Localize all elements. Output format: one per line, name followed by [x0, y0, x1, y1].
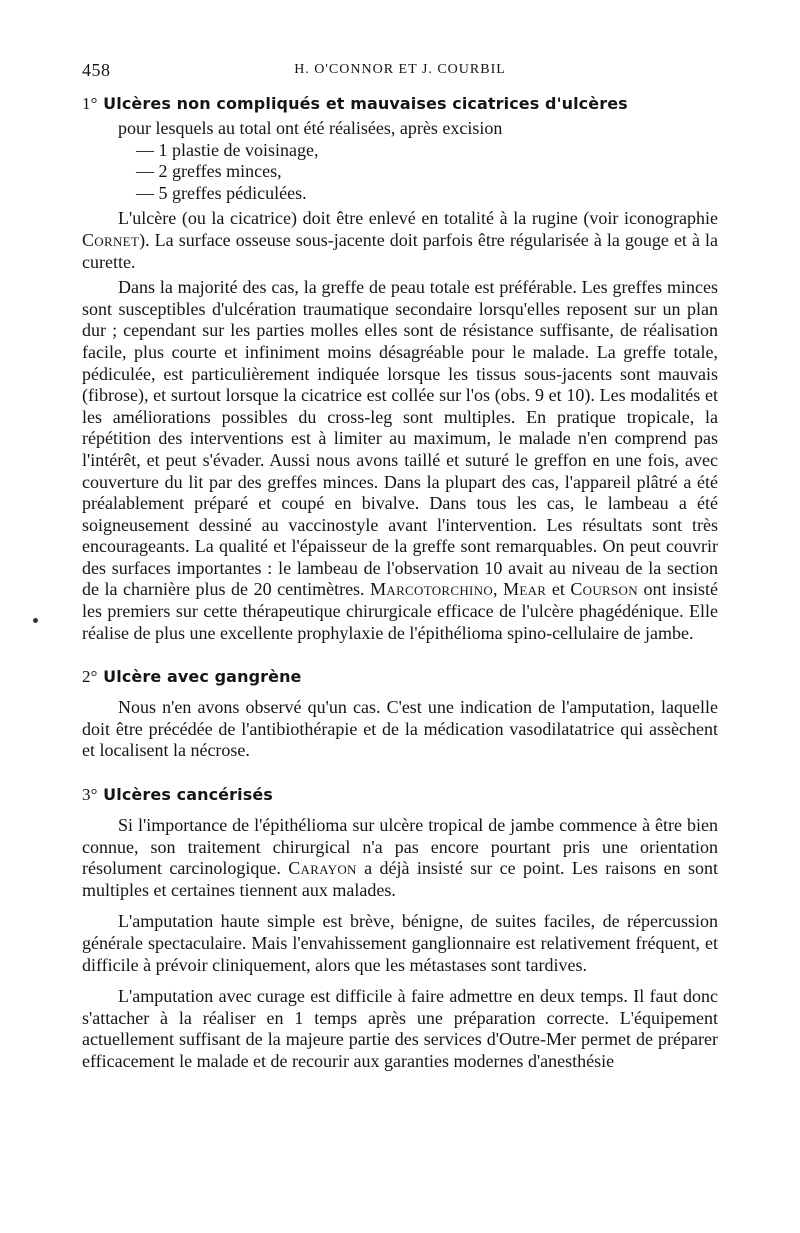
- section-title-1: Ulcères non compliqués et mauvaises cicatrices d'ulcères: [103, 94, 628, 113]
- section-heading-2: [82, 667, 718, 687]
- book-page: [82, 52, 718, 1073]
- paragraph-epithelioma-text-b: a déjà insisté sur ce point. Les raisons en sont multiples et certaines tiennent aux malades.: [82, 858, 718, 900]
- paragraph-excision-text-b: ). La surface osseuse sous-jacente doit parfois être régularisée à la gouge et à la curette.: [82, 229, 718, 272]
- paragraph-excision: [82, 208, 718, 273]
- paragraph-amputation-curage: L'amputation avec curage est difficile à faire admettre en deux temps. Il faut donc s'attacher à la réaliser en 1 temps après une préparation correcte. L'équipement actuellement suffisant de la majeure partie des services d'Outre-Mer permet de préparer efficacement le malade et de recourir aux garanties modernes d'anesthésie: [82, 986, 718, 1071]
- section1-intro: pour lesquels au total ont été réalisées, après excision: [118, 118, 503, 138]
- section-number-2: 2°: [82, 667, 98, 687]
- paragraph-epithelioma-text-a: Si l'importance de l'épithélioma sur ulcère tropical de jambe commence à être bien connue, son traitement chirurgical n'a pas encore pourtant pris une orientation résolument carcinologique.: [82, 815, 718, 879]
- paragraph-gangrene: Nous n'en avons observé qu'un cas. C'est une indication de l'amputation, laquelle doit être précédée de l'antibiothérapie et de la médication vasodilatatrice qui assèchent et localisent la nécrose.: [82, 697, 718, 761]
- paragraph-greffe: [82, 277, 718, 644]
- paragraph-excision-text-a: L'ulcère (ou la cicatrice) doit être enlevé en totalité à la rugine (voir iconographie: [118, 208, 718, 229]
- author-carayon: Carayon: [288, 858, 357, 879]
- section-heading-3: [82, 785, 718, 805]
- section-title-3: Ulcères cancérisés: [103, 785, 273, 805]
- section-title-2: Ulcère avec gangrène: [103, 667, 302, 687]
- author-cornet: Cornet: [82, 229, 140, 250]
- paragraph-epithelioma: [82, 815, 718, 901]
- paragraph-greffe-text-a: Dans la majorité des cas, la greffe de peau totale est préférable. Les greffes minces sont susceptibles d'ulcération traumatique secondaire lorsqu'elles reposent sur un plan dur ; cependant sur les parties molles elles sont de résistance suffisante, de réalisation facile, plus courte et infiniment moins désagréable pour le malade. La greffe totale, pédiculée, est particulièrement indiquée lorsque les tissus sous-jacents sont mauvais (fibrose), et surtout lorsque la cicatrice est collée sur l'os (obs. 9 et 10). Les modalités et les améliorations possibles du cross-leg sont multiples. En pratique tropicale, la répétition des interventions est à limiter au maximum, le malade n'en comprend pas l'intérêt, et peut s'évader. Aussi nous avons taillé et suturé le greffon en une fois, avec couverture du lit par des greffes minces. Dans la plupart des cas, l'appareil plâtré a été préalablement préparé et coupé en bivalve. Dans tous les cas, le lambeau a été soigneusement dessiné au vaccinostyle avant l'intervention. Les résultats sont très encourageants. La qualité et l'épaisseur de la greffe sont remarquables. On peut couvrir des surfaces importantes : le lambeau de l'observation 10 avait au niveau de la section de la charnière plus de 20 centimètres.: [82, 277, 718, 600]
- list-item-greffes-pediculees: — 5 greffes pédiculées.: [136, 182, 307, 203]
- section-number-3: 3°: [82, 785, 98, 805]
- author-mear: Mear: [503, 579, 547, 600]
- paragraph-greffe-sep-1: ,: [493, 579, 504, 600]
- section-heading-1: [82, 94, 718, 114]
- running-head: [82, 52, 718, 78]
- page-number: 458: [82, 60, 111, 80]
- print-speck: [33, 618, 38, 623]
- author-marcotorchino: Marcotorchino: [370, 579, 494, 600]
- list-item-greffes-minces: — 2 greffes minces,: [136, 161, 282, 182]
- paragraph-greffe-text-b: ont insisté les premiers sur cette thérapeutique chirurgicale efficace de l'ulcère phagédénique. Elle réalise de plus une excellente prophylaxie de l'épithélioma spino-cellulaire de jambe.: [82, 579, 718, 643]
- section-number-1: 1°: [82, 94, 98, 113]
- paragraph-amputation-simple: L'amputation haute simple est brève, bénigne, de suites faciles, de répercussion générale spectaculaire. Mais l'envahissement ganglionnaire est relativement fréquent, et difficile à prévoir cliniquement, alors que les métastases sont tardives.: [82, 911, 718, 975]
- list-item-plastie: — 1 plastie de voisinage,: [136, 139, 319, 160]
- author-courson: Courson: [570, 579, 638, 600]
- paragraph-greffe-sep-2: et: [546, 579, 571, 600]
- running-title: H. O'CONNOR ET J. COURBIL: [294, 62, 506, 77]
